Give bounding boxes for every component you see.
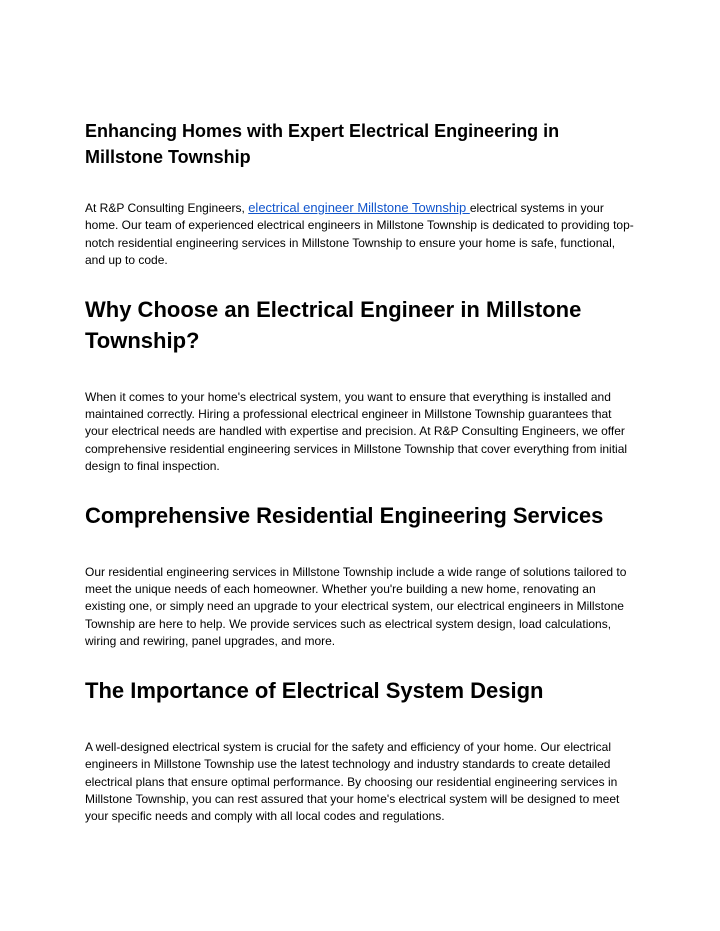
section-body-comprehensive-services: Our residential engineering services in Millstone Township include a wide range of solutions tailored to meet the unique needs of each homeowner. Whether you're building a new home, renovating an existing one, or simply need an upgrade to your electrical system, our electrical engineers in Millstone Township are here to help. We provide services such as electrical system design, load calculations, wiring and rewiring, panel upgrades, and more. <box>85 564 627 649</box>
intro-text-before-link: At R&P Consulting Engineers, <box>85 201 249 215</box>
document-page <box>85 118 635 826</box>
section-heading-comprehensive-services: Comprehensive Residential Engineering Services <box>85 502 604 528</box>
section-heading-why-choose: Why Choose an Electrical Engineer in Millstone Township? <box>85 296 582 353</box>
section-heading-system-design: The Importance of Electrical System Design <box>85 677 544 703</box>
document-title: Enhancing Homes with Expert Electrical Engineering in Millstone Township <box>85 121 560 167</box>
electrical-engineer-link[interactable]: electrical engineer Millstone Township <box>248 200 470 215</box>
section-body-system-design: A well-designed electrical system is crucial for the safety and efficiency of your home. Our electrical engineers in Millstone Township use the latest technology and industry standards to create detailed electrical plans that ensure optimal performance. By choosing our residential engineering services in Millstone Township, you can rest assured that your home's electrical system will be designed to meet your specific needs and comply with all local codes and regulations. <box>85 739 620 824</box>
intro-text-after-link: electrical systems in your home. Our team of experienced electrical engineers in Millstone Township is dedicated to providing top-notch residential engineering services in Millstone Township to ensure your home is safe, functional, and up to code. <box>85 201 634 268</box>
intro-paragraph <box>85 199 635 270</box>
section-body-why-choose: When it comes to your home's electrical system, you want to ensure that everything is installed and maintained correctly. Hiring a professional electrical engineer in Millstone Township guarantees that your electrical needs are handled with expertise and precision. At R&P Consulting Engineers, we offer comprehensive residential engineering services in Millstone Township that cover everything from initial design to final inspection. <box>85 389 628 474</box>
